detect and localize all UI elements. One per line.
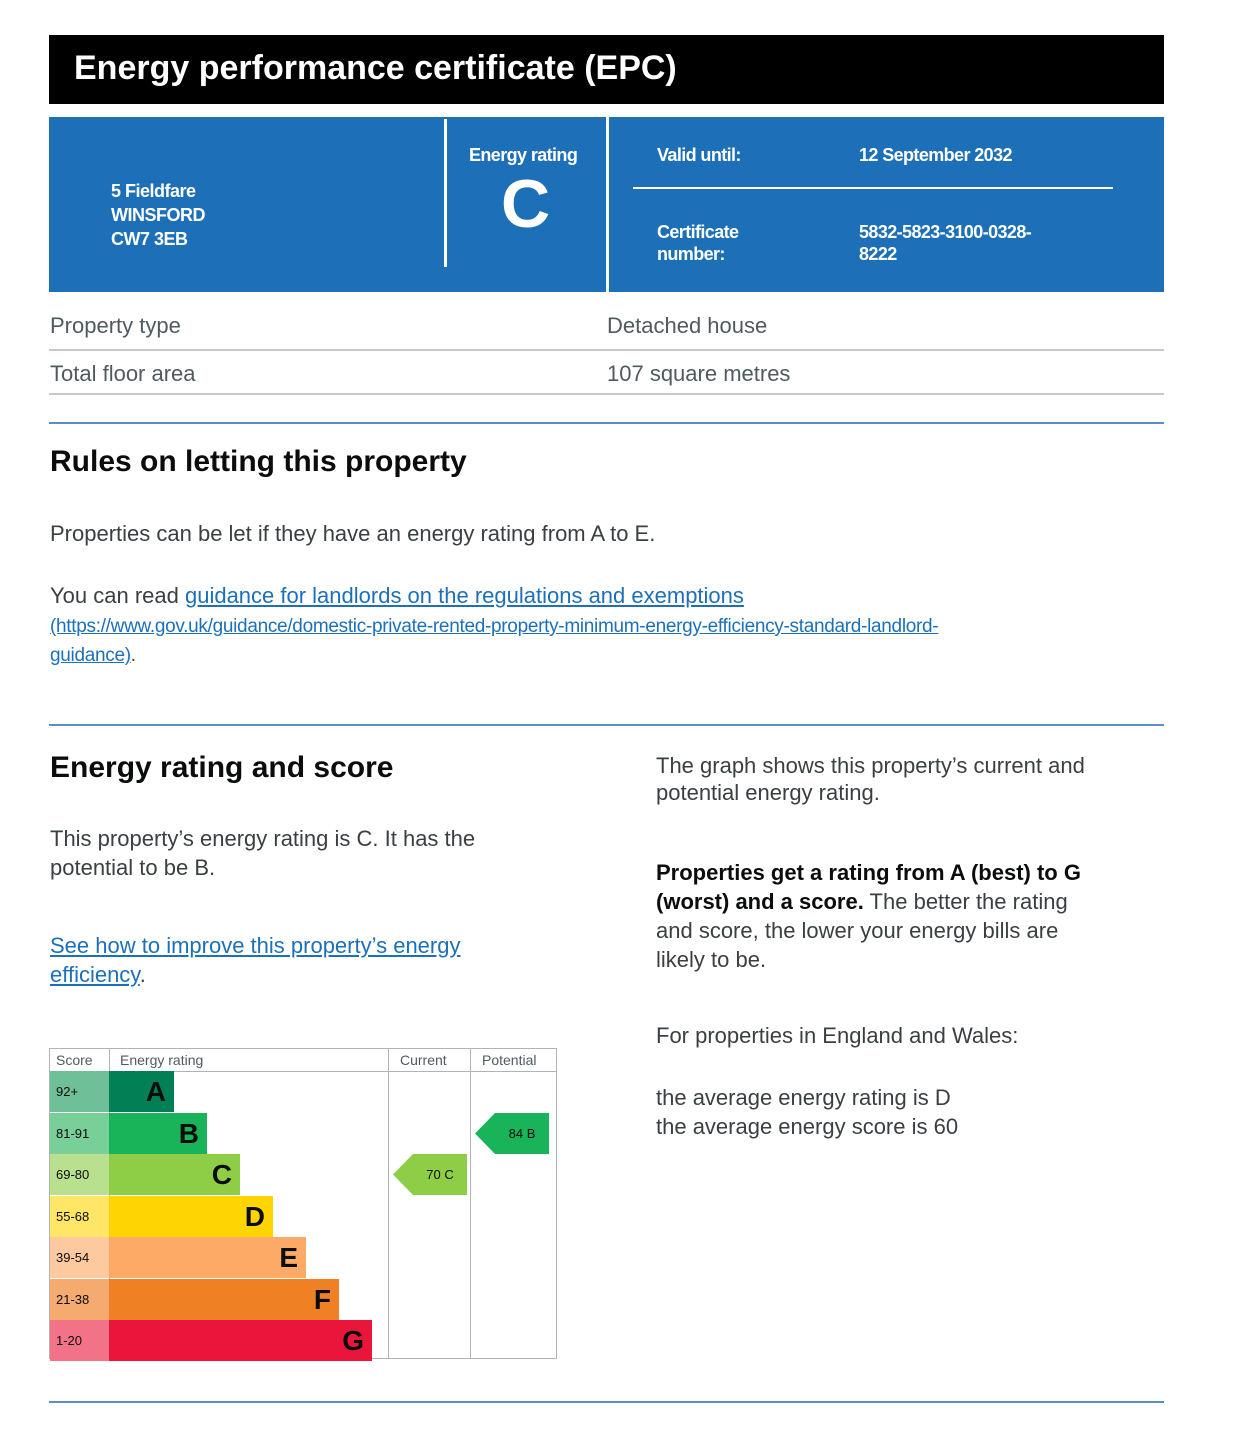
potential-rating-arrow-label: 84 B [508, 1125, 536, 1141]
band-bar-d [109, 1196, 273, 1237]
potential-column-header: Potential [482, 1052, 537, 1068]
section-divider [49, 724, 1164, 726]
band-bar-a [109, 1071, 174, 1112]
property-address [111, 179, 205, 251]
current-rating-arrow-label: 70 C [426, 1167, 454, 1182]
certificate-number-label: Certificate number: [657, 222, 739, 264]
divider [49, 393, 1164, 395]
panel-divider [606, 117, 609, 292]
band-letter: A [145, 1076, 166, 1107]
band-letter: D [244, 1200, 265, 1232]
band-bar-e [109, 1237, 306, 1278]
current-column-header: Current [400, 1052, 447, 1068]
section-divider [49, 1401, 1164, 1403]
band-bar-c [109, 1154, 240, 1195]
floor-area-value: 107 square metres [607, 361, 791, 386]
graph-description: The graph shows this property’s current and potential energy rating. [656, 753, 1085, 805]
energy-rating-label: Energy rating [469, 145, 578, 165]
band-bar-b [109, 1113, 207, 1154]
guidance-url-link[interactable]: (https://www.gov.uk/guidance/domestic-private-rented-property-minimum-energy-efficiency-standard-landlord- [50, 616, 939, 637]
rating-heading: Energy rating and score [50, 751, 394, 784]
section-divider [49, 422, 1164, 424]
average-rating: the average energy rating is D [656, 1085, 951, 1110]
rating-explanation: Properties get a rating from A (best) to G (worst) and a score. The better the rating and score, the lower your energy bills are likely to be. [656, 860, 1081, 972]
rating-column-header: Energy rating [120, 1052, 204, 1068]
epc-rating-graph [49, 1048, 557, 1359]
averages [656, 1083, 958, 1141]
certificate-number-value: 5832-5823-3100-0328- 8222 [859, 222, 1032, 264]
potential-rating-arrow [475, 1113, 549, 1154]
band-score-label: 81-91 [50, 1113, 109, 1154]
page-title: Energy performance certificate (EPC) [74, 49, 677, 87]
average-score: the average energy score is 60 [656, 1114, 959, 1139]
band-score-label: 39-54 [50, 1237, 109, 1278]
band-score-label: 1-20 [50, 1320, 109, 1361]
rating-paragraph: This property’s energy rating is C. It has the potential to be B. [50, 826, 476, 880]
england-wales-label: For properties in England and Wales: [656, 1023, 1019, 1048]
band-score-label: 55-68 [50, 1196, 109, 1237]
band-score-label: 69-80 [50, 1154, 109, 1195]
guidance-url: (https://www.gov.uk/guidance/domestic-private-rented-property-minimum-energy-efficiency-standard-landlord- guidance). [50, 616, 939, 666]
panel-divider [444, 119, 447, 267]
guidance-url-link[interactable]: guidance) [50, 645, 131, 666]
guidance-paragraph: You can read guidance for landlords on the regulations and exemptions [50, 583, 744, 608]
band-bar-g [109, 1320, 372, 1361]
band-letter: E [279, 1242, 298, 1273]
address-line: 5 Fieldfare [111, 181, 196, 201]
letting-heading: Rules on letting this property [50, 445, 467, 478]
letting-paragraph: Properties can be let if they have an energy rating from A to E. [50, 521, 656, 546]
band-score-label: 92+ [50, 1071, 109, 1112]
improve-link[interactable]: efficiency [50, 962, 140, 987]
score-column-header: Score [56, 1052, 93, 1068]
column-rule [388, 1049, 389, 1358]
address-line: WINSFORD [111, 205, 205, 225]
band-bar-f [109, 1279, 339, 1320]
guidance-link[interactable]: guidance for landlords on the regulations and exemptions [184, 583, 744, 608]
band-letter: B [178, 1117, 199, 1149]
improve-paragraph: See how to improve this property’s energy efficiency. [50, 933, 461, 987]
valid-until-value: 12 September 2032 [859, 145, 1012, 165]
band-letter: G [342, 1325, 364, 1356]
divider [49, 349, 1164, 351]
band-score-label: 21-38 [50, 1279, 109, 1320]
address-line: CW7 3EB [111, 229, 188, 249]
title-bar [49, 35, 1164, 104]
current-rating-arrow [393, 1154, 467, 1195]
band-letter: C [211, 1159, 232, 1190]
property-type-label: Property type [50, 313, 181, 338]
valid-until-label: Valid until: [657, 145, 741, 165]
improve-link[interactable]: See how to improve this property’s energy [50, 933, 461, 958]
certificate-summary-panel [49, 117, 1164, 292]
panel-rule [633, 187, 1113, 189]
energy-rating-value: C [501, 166, 551, 242]
column-rule [470, 1049, 471, 1358]
floor-area-label: Total floor area [50, 361, 196, 386]
band-letter: F [313, 1283, 331, 1315]
property-type-value: Detached house [607, 313, 768, 338]
